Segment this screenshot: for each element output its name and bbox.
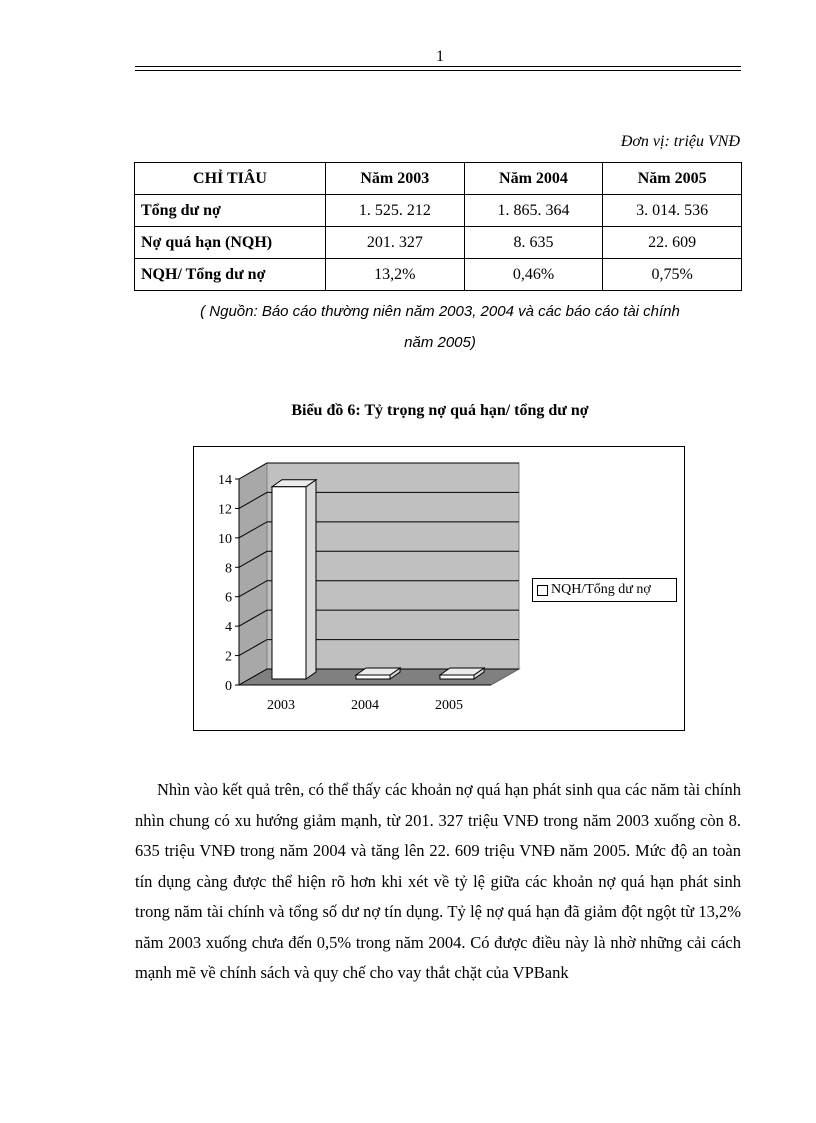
table-cell: 22. 609 — [603, 227, 742, 259]
table-cell: 0,75% — [603, 259, 742, 291]
data-table — [134, 162, 742, 291]
y-tick-label: 12 — [218, 502, 232, 518]
bar — [356, 675, 390, 679]
table-cell: 8. 635 — [464, 227, 603, 259]
y-tick-label: 14 — [218, 473, 232, 488]
chart-title: Biểu đồ 6: Tỷ trọng nợ quá hạn/ tổng dư nợ — [291, 402, 589, 419]
y-tick-label: 6 — [225, 590, 232, 606]
chart-side-wall — [239, 463, 267, 685]
table-cell: 13,2% — [326, 259, 465, 291]
table-cell: 201. 327 — [326, 227, 465, 259]
unit-note: Đơn vị: triệu VNĐ — [620, 133, 740, 150]
table-cell: 0,46% — [464, 259, 603, 291]
table-header-cell: Năm 2004 — [464, 163, 603, 195]
table-cell: 3. 014. 536 — [603, 195, 742, 227]
y-tick-label: 8 — [225, 561, 232, 577]
table-row — [135, 227, 742, 259]
source-note-line: ( Nguồn: Báo cáo thường niên năm 2003, 2004 và các báo cáo tài chính — [200, 303, 680, 320]
table-header-cell: Năm 2003 — [326, 163, 465, 195]
header-rule — [135, 66, 741, 71]
body-paragraph: Nhìn vào kết quả trên, có thể thấy các khoản nợ quá hạn phát sinh qua các năm tài chính nhìn chung có xu hướng giảm mạnh, từ 201. 327 triệu VNĐ trong năm 2003 xuống còn 8. 635 triệu VNĐ trong năm 2004 và tăng lên 22. 609 triệu VNĐ năm 2005. Mức độ an toàn tín dụng càng được thể hiện rõ hơn khi xét về tỷ lệ giữa các khoản nợ quá hạn phát sinh trong năm tài chính và tổng số dư nợ tín dụng. Tỷ lệ nợ quá hạn đã giảm đột ngột từ 13,2% năm 2003 xuống chưa đến 0,5% trong năm 2004. Có được điều này là nhờ những cải cách mạnh mẽ về chính sách và quy chế cho vay thắt chặt của VPBank — [135, 780, 741, 982]
table-row — [135, 259, 742, 291]
table-cell: 1. 525. 212 — [326, 195, 465, 227]
bar-side — [306, 480, 316, 679]
source-note — [120, 296, 760, 358]
legend-label: NQH/Tổng dư nợ — [551, 582, 651, 597]
table-row — [135, 195, 742, 227]
row-label: Tổng dư nợ — [135, 195, 326, 227]
bar — [440, 675, 474, 679]
chart-legend — [532, 578, 677, 602]
source-note-line: năm 2005) — [404, 334, 476, 351]
bar — [272, 487, 306, 679]
y-tick-label: 4 — [225, 620, 232, 636]
x-tick-label: 2005 — [435, 698, 463, 713]
y-tick-label: 10 — [218, 531, 232, 547]
row-label: NQH/ Tổng dư nợ — [135, 259, 326, 291]
y-tick-label: 2 — [225, 649, 232, 665]
table-header-row — [135, 163, 742, 195]
chart-container — [193, 446, 685, 731]
page-number: 1 — [436, 48, 444, 65]
y-tick-label: 0 — [225, 679, 232, 694]
x-tick-label: 2004 — [351, 698, 379, 713]
row-label: Nợ quá hạn (NQH) — [135, 227, 326, 259]
table-cell: 1. 865. 364 — [464, 195, 603, 227]
table-header-cell: CHỈ TIÂU — [135, 163, 326, 195]
legend-swatch — [537, 585, 548, 596]
table-header-cell: Năm 2005 — [603, 163, 742, 195]
x-tick-label: 2003 — [267, 698, 295, 713]
